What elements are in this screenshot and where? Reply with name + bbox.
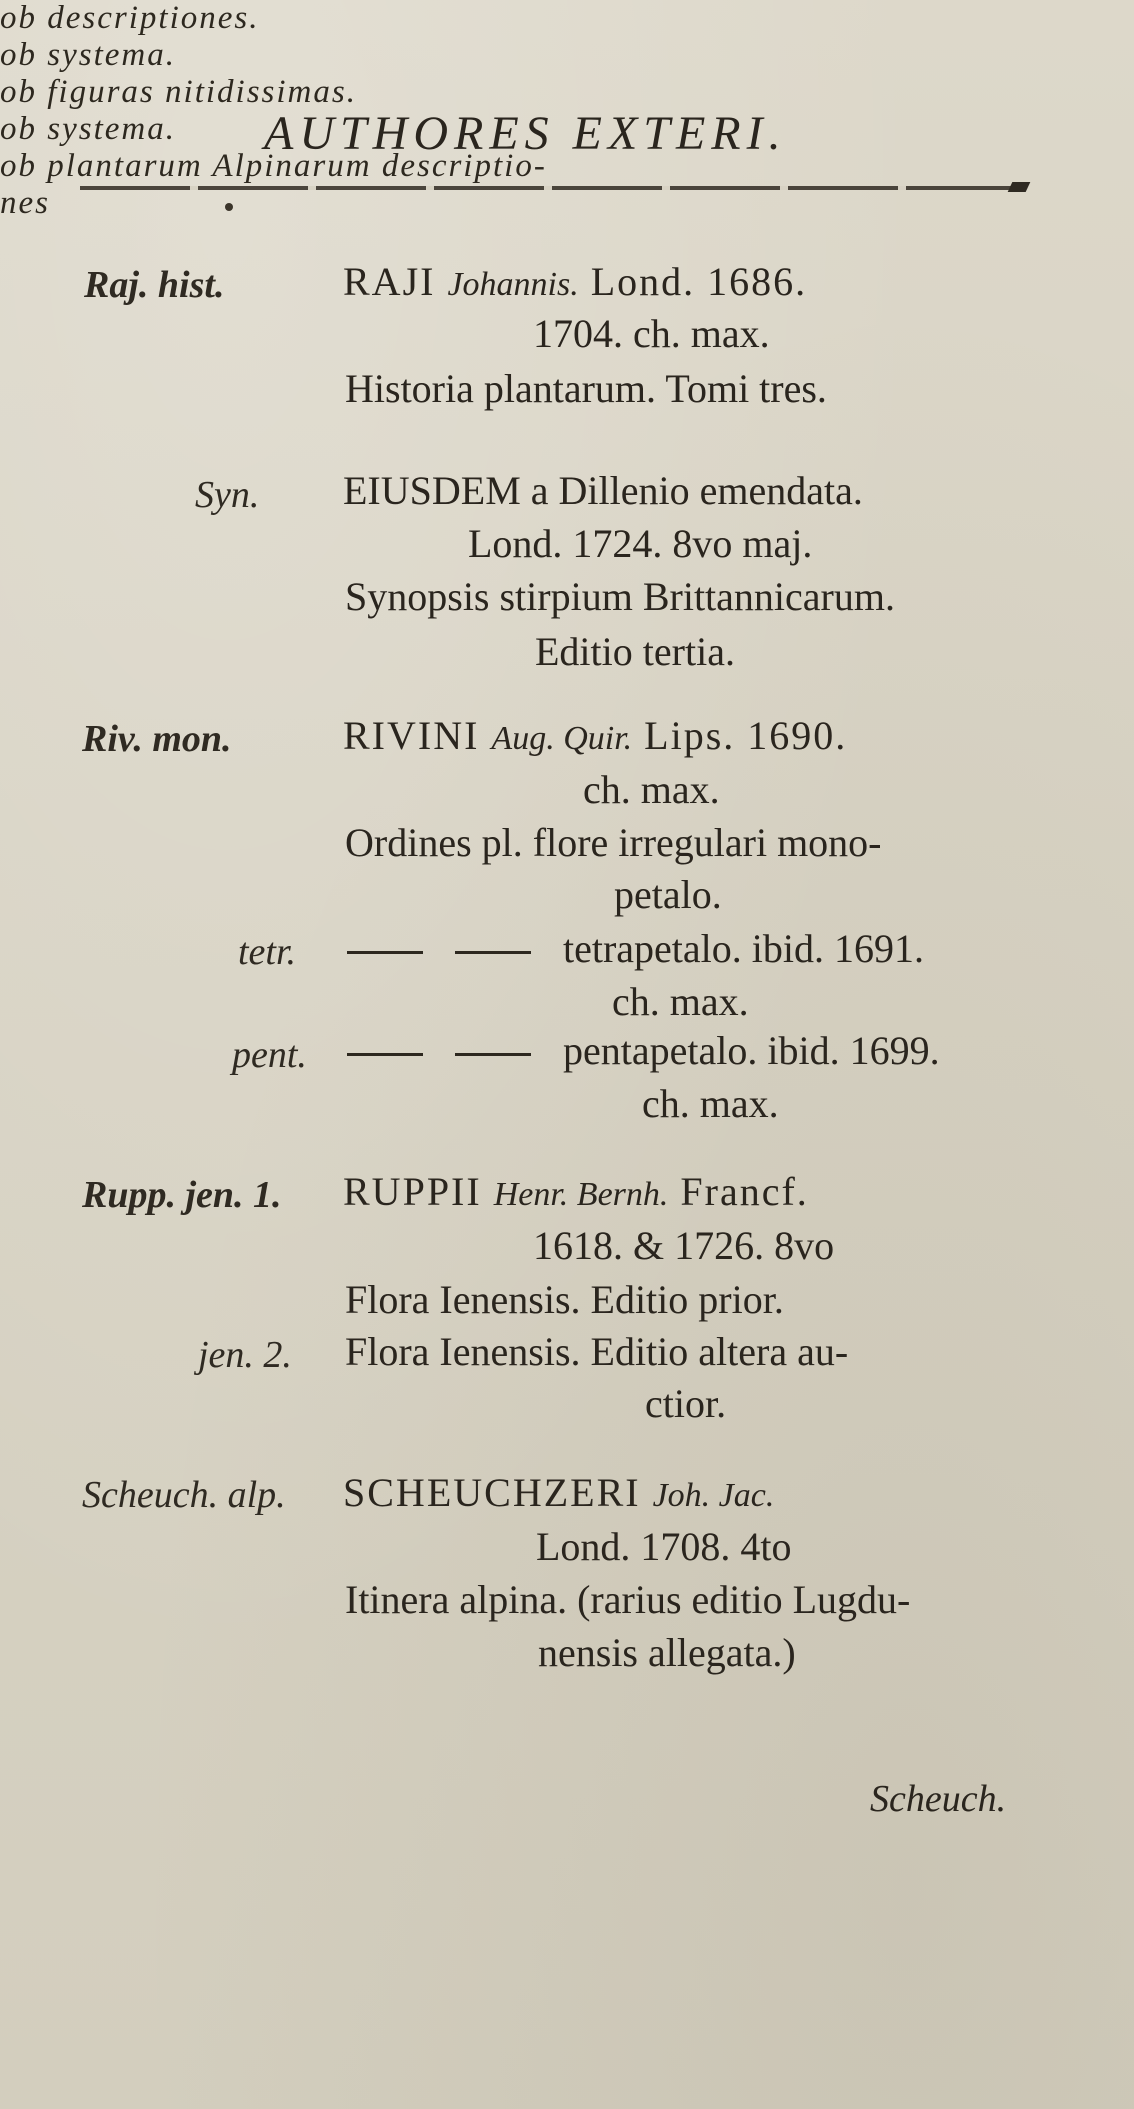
entry-publication: Lond. 1724. 8vo maj.: [468, 521, 813, 566]
catchword: Scheuch.: [870, 1778, 1007, 1820]
entry-author: SCHEUCHZERI: [343, 1470, 641, 1515]
entry-title: Itinera alpina. (rarius editio Lugdu-: [345, 1577, 911, 1622]
entry-publication-continued: 1704. ch. max.: [533, 311, 770, 356]
header-rule-mark: [225, 203, 233, 211]
entry-author: RAJI: [343, 259, 436, 304]
entry-abbr-jen-2: jen. 2.: [198, 1334, 292, 1376]
entry-reason: ob figuras nitidissimas.: [0, 74, 357, 110]
entry-abbr-pent: pent.: [232, 1034, 307, 1076]
entry-publication-continued: 1618. & 1726. 8vo: [533, 1223, 835, 1268]
entry-title-with-dashes: [347, 1028, 940, 1073]
ditto-dash: [347, 1053, 423, 1056]
entry-author: RUPPII: [343, 1169, 482, 1214]
entry-author-riv: [343, 713, 848, 758]
ditto-dash: [455, 1053, 531, 1056]
entry-title: Flora Ienensis. Editio prior.: [345, 1277, 784, 1322]
entry-reason: ob descriptiones.: [0, 0, 260, 36]
running-head: AUTHORES EXTERI.: [264, 107, 787, 160]
entry-author-name: Johannis.: [447, 266, 579, 303]
entry-publication: Francf.: [680, 1169, 809, 1214]
entry-publication: Lond. 1708. 4to: [536, 1524, 792, 1569]
ditto-dash: [455, 951, 531, 954]
entry-reason-continued: nes: [0, 185, 50, 221]
entry-author-name: Aug. Quir.: [491, 720, 633, 757]
entry-author-note: a Dillenio emendata.: [530, 468, 863, 513]
entry-abbr-rupp-jen-1: Rupp. jen. 1.: [82, 1174, 282, 1216]
entry-title: Synopsis stirpium Brittannicarum.: [345, 574, 895, 619]
entry-title: Ordines pl. flore irregulari mono-: [345, 820, 882, 865]
entry-abbr-syn: Syn.: [195, 474, 260, 516]
entry-title: pentapetalo. ibid. 1699.: [563, 1028, 940, 1073]
entry-reason: ob plantarum Alpinarum descriptio-: [0, 148, 547, 184]
entry-title-continued: ctior.: [645, 1381, 727, 1426]
entry-author-raj: [343, 259, 808, 304]
entry-title-continued: Editio tertia.: [535, 629, 735, 674]
entry-title: Flora Ienensis. Editio altera au-: [345, 1329, 849, 1374]
entry-author: RIVINI: [343, 713, 480, 758]
entry-author: EIUSDEM: [343, 468, 521, 513]
entry-abbr-raj-hist: Raj. hist.: [84, 264, 225, 306]
entry-reason: ob systema.: [0, 111, 176, 147]
entry-author-name: Joh. Jac.: [652, 1477, 775, 1514]
entry-publication: ch. max.: [642, 1081, 779, 1126]
ditto-dash: [347, 951, 423, 954]
entry-title: Historia plantarum. Tomi tres.: [345, 366, 827, 411]
entry-publication: Lips. 1690.: [644, 713, 848, 758]
entry-author-rupp: [343, 1169, 809, 1214]
entry-abbr-riv-mon: Riv. mon.: [82, 718, 232, 760]
entry-publication: Lond. 1686.: [590, 259, 808, 304]
entry-title-continued: petalo.: [614, 872, 722, 917]
entry-title-with-dashes: [347, 926, 925, 971]
entry-title-continued: nensis allegata.): [538, 1630, 796, 1675]
entry-author-syn: [343, 468, 863, 513]
header-rule: [80, 186, 1025, 190]
entry-author-scheuch: [343, 1470, 775, 1515]
entry-abbr-scheuch-alp: Scheuch. alp.: [82, 1474, 286, 1516]
entry-abbr-tetr: tetr.: [238, 931, 297, 973]
entry-reason: ob systema.: [0, 37, 176, 73]
entry-publication: ch. max.: [612, 979, 749, 1024]
entry-title: tetrapetalo. ibid. 1691.: [563, 926, 925, 971]
entry-publication-continued: ch. max.: [583, 767, 720, 812]
entry-author-name: Henr. Bernh.: [493, 1176, 669, 1213]
